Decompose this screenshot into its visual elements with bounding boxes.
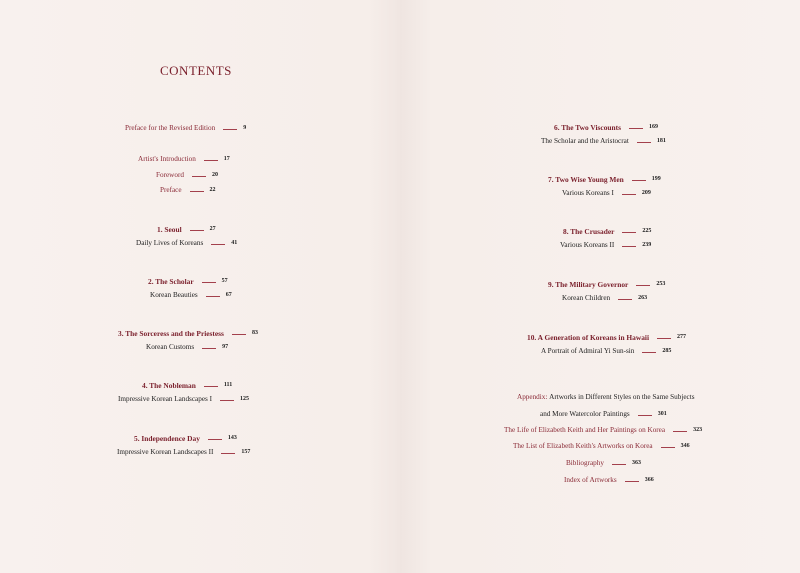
- toc-entry-title: 6. The Two Viscounts: [554, 123, 621, 132]
- toc-chapter[interactable]: [148, 277, 228, 286]
- toc-entry[interactable]: [136, 239, 237, 248]
- leader-rule: [629, 128, 643, 129]
- toc-chapter[interactable]: [134, 434, 237, 443]
- toc-entry-title: Impressive Korean Landscapes II: [117, 448, 214, 456]
- toc-entry[interactable]: [146, 343, 228, 352]
- toc-entry-page: 9: [243, 125, 247, 131]
- leader-rule: [618, 299, 632, 300]
- toc-entry-title: The List of Elizabeth Keith's Artworks on Korea: [513, 442, 653, 450]
- toc-entry-page: 225: [642, 228, 652, 234]
- toc-chapter[interactable]: [118, 329, 258, 338]
- toc-entry[interactable]: [562, 294, 647, 303]
- leader-rule: [632, 180, 646, 181]
- toc-entry-page: 277: [677, 334, 687, 340]
- leader-rule: [221, 453, 235, 454]
- toc-chapter[interactable]: [527, 333, 686, 342]
- toc-entry-title: Preface: [160, 186, 182, 194]
- toc-entry-appendix[interactable]: [517, 393, 695, 402]
- right-page: [400, 0, 800, 573]
- toc-entry-page: 209: [641, 190, 651, 196]
- toc-entry-page: 157: [241, 449, 251, 455]
- leader-rule: [223, 129, 237, 130]
- toc-entry-title: 2. The Scholar: [148, 277, 194, 286]
- toc-entry[interactable]: [541, 137, 666, 146]
- leader-rule: [192, 176, 206, 177]
- toc-entry-title: 7. Two Wise Young Men: [548, 175, 624, 184]
- toc-entry-page: 366: [644, 477, 654, 483]
- leader-rule: [622, 246, 636, 247]
- leader-rule: [636, 285, 650, 286]
- toc-entry-title: 1. Seoul: [157, 225, 182, 234]
- toc-chapter[interactable]: [142, 381, 232, 390]
- leader-rule: [622, 194, 636, 195]
- toc-entry-title: Various Koreans II: [560, 241, 615, 249]
- toc-chapter[interactable]: [563, 227, 651, 236]
- toc-entry-title: Daily Lives of Koreans: [136, 239, 204, 247]
- toc-entry-title: Index of Artworks: [564, 476, 617, 484]
- toc-entry-title: 10. A Generation of Koreans in Hawaii: [527, 333, 650, 342]
- contents-heading: CONTENTS: [160, 63, 232, 78]
- leader-rule: [211, 244, 225, 245]
- toc-entry-page: 57: [221, 278, 228, 284]
- toc-entry-page: 17: [223, 156, 230, 162]
- toc-entry[interactable]: [566, 459, 641, 468]
- toc-entry-title: 9. The Military Governor: [548, 280, 629, 289]
- toc-entry-page: 27: [209, 226, 216, 232]
- toc-entry-page: 125: [240, 396, 249, 402]
- toc-entry-title: and More Watercolor Paintings: [540, 410, 630, 418]
- toc-entry-title: Artworks in Different Styles on the Same Subjects: [549, 393, 695, 401]
- toc-entry[interactable]: [541, 347, 671, 356]
- leader-rule: [625, 481, 639, 482]
- toc-entry-title: 5. Independence Day: [134, 434, 200, 443]
- toc-entry-page: 143: [227, 435, 237, 441]
- toc-entry-title: Various Koreans I: [562, 189, 614, 197]
- toc-entry-page: 22: [209, 187, 216, 193]
- toc-entry-title: 4. The Nobleman: [142, 381, 196, 390]
- toc-entry-title: Bibliography: [566, 459, 604, 467]
- toc-entry-page: 169: [648, 124, 658, 130]
- appendix-prefix: Appendix:: [517, 393, 548, 401]
- toc-entry-page: 285: [662, 348, 672, 354]
- toc-entry-title: The Life of Elizabeth Keith and Her Paintings on Korea: [504, 426, 666, 434]
- toc-entry[interactable]: [125, 124, 246, 133]
- leader-rule: [661, 447, 675, 448]
- leader-rule: [673, 431, 687, 432]
- toc-entry-title: Korean Customs: [146, 343, 195, 351]
- leader-rule: [657, 338, 671, 339]
- toc-entry[interactable]: [562, 189, 651, 198]
- toc-entry-page: 181: [656, 138, 666, 144]
- leader-rule: [232, 334, 246, 335]
- leader-rule: [220, 400, 234, 401]
- leader-rule: [642, 352, 656, 353]
- toc-entry-title: Foreword: [156, 171, 184, 179]
- leader-rule: [206, 296, 220, 297]
- toc-entry[interactable]: [150, 291, 232, 300]
- leader-rule: [208, 439, 222, 440]
- leader-rule: [202, 348, 216, 349]
- toc-entry[interactable]: [540, 410, 667, 419]
- toc-entry-page: 111: [223, 382, 233, 388]
- toc-entry-title: 3. The Sorceress and the Priestess: [118, 329, 224, 338]
- toc-chapter[interactable]: [554, 123, 658, 132]
- leader-rule: [202, 282, 216, 283]
- toc-entry[interactable]: [564, 476, 654, 485]
- toc-entry-page: 239: [642, 242, 652, 248]
- toc-chapter[interactable]: [548, 280, 665, 289]
- toc-entry-title: A Portrait of Admiral Yi Sun-sin: [541, 347, 635, 355]
- leader-rule: [638, 415, 652, 416]
- toc-entry-title: Korean Beauties: [150, 291, 198, 299]
- leader-rule: [622, 232, 636, 233]
- toc-entry[interactable]: [156, 171, 218, 180]
- toc-chapter[interactable]: [548, 175, 661, 184]
- toc-entry[interactable]: [118, 395, 249, 404]
- toc-entry[interactable]: [560, 241, 651, 250]
- toc-entry-page: 253: [656, 281, 666, 287]
- toc-entry-title: The Scholar and the Aristocrat: [541, 137, 629, 145]
- toc-entry-page: 67: [225, 292, 232, 298]
- toc-chapter[interactable]: [157, 225, 216, 234]
- toc-entry-page: 97: [222, 344, 229, 350]
- toc-entry[interactable]: [160, 186, 216, 195]
- toc-entry-title: Korean Children: [562, 294, 611, 302]
- toc-entry-title: Preface for the Revised Edition: [125, 124, 216, 132]
- toc-entry-page: 301: [657, 411, 667, 417]
- leader-rule: [612, 464, 626, 465]
- toc-entry-page: 363: [631, 460, 641, 466]
- toc-entry-page: 263: [638, 295, 648, 301]
- toc-entry-title: 8. The Crusader: [563, 227, 615, 236]
- toc-entry-title: Artist's Introduction: [138, 155, 196, 163]
- toc-entry-page: 20: [211, 172, 218, 178]
- toc-entry-title: Impressive Korean Landscapes I: [118, 395, 212, 403]
- leader-rule: [204, 386, 218, 387]
- toc-entry[interactable]: [138, 155, 230, 164]
- toc-entry-page: 83: [251, 330, 258, 336]
- toc-entry[interactable]: [513, 442, 690, 451]
- leader-rule: [190, 230, 204, 231]
- leader-rule: [637, 142, 651, 143]
- toc-entry-page: 346: [680, 443, 690, 449]
- toc-entry[interactable]: [504, 426, 702, 435]
- toc-entry-page: 41: [231, 240, 238, 246]
- leader-rule: [190, 191, 204, 192]
- toc-entry[interactable]: [117, 448, 250, 457]
- toc-entry-page: 323: [693, 427, 703, 433]
- leader-rule: [204, 160, 218, 161]
- toc-entry-page: 199: [651, 176, 661, 182]
